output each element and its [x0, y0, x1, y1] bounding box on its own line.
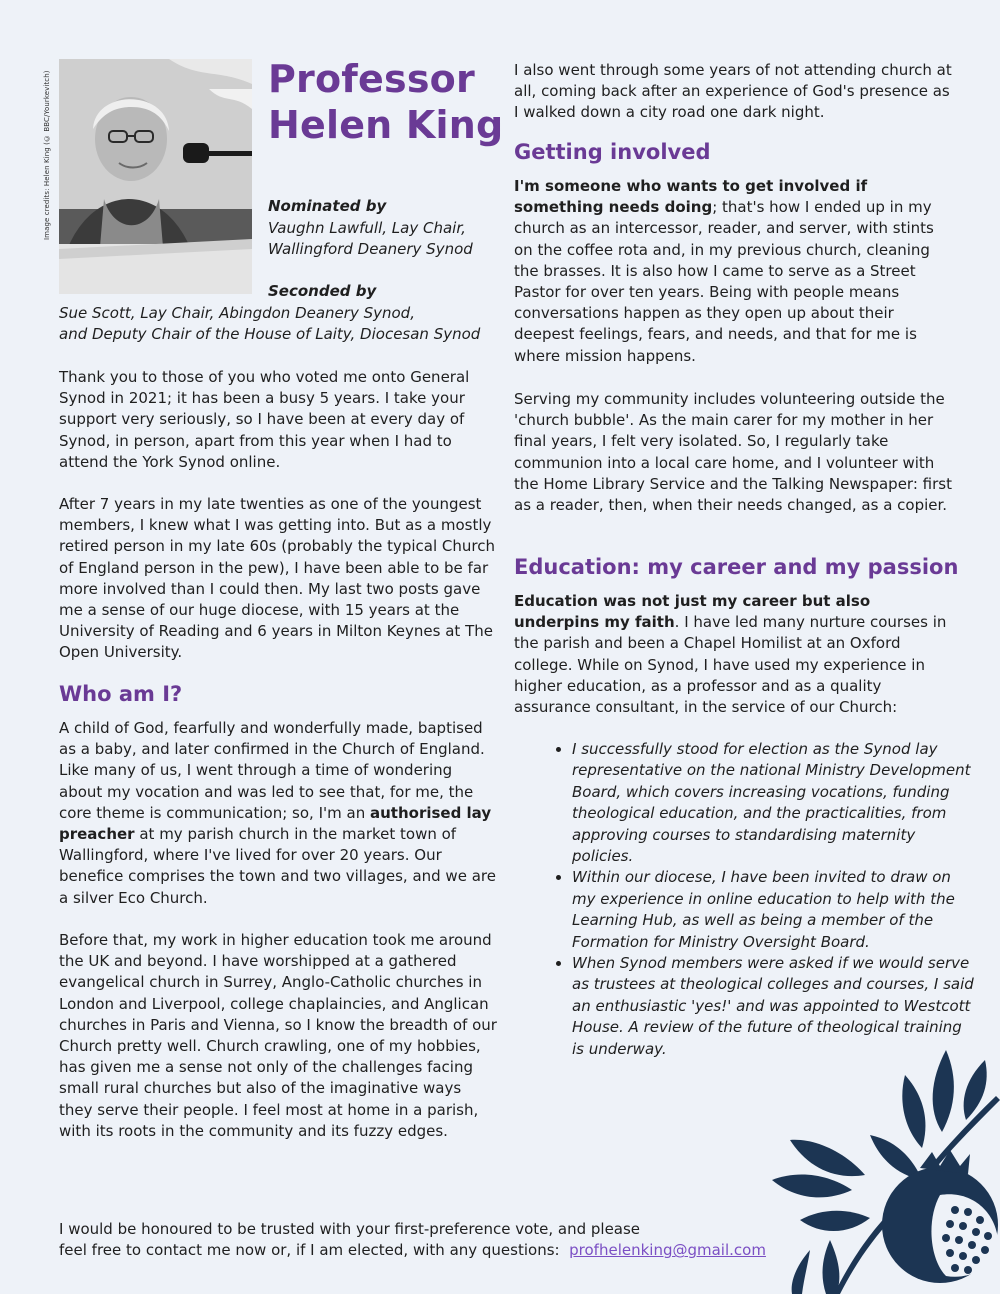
getting-involved-paragraph [514, 176, 954, 367]
photo-credit: Image credits: Helen King (© BBC/Yourkevitch) [43, 70, 51, 240]
page-title [268, 56, 503, 148]
nominated-label: Nominated by [268, 197, 387, 215]
involved-rest: ; that's how I ended up in my church as an intercessor, reader, and server, with stints on the coffee rota and, in my previous church, cleaning the brasses. It is also how I came to serve as a Street Pastor for over ten years. Being with people means conversations happen as they open up about their deepest feelings, fears, and needs, and that for me is where mission happens. [514, 198, 934, 365]
who-text-b: at my parish church in the market town of Wallingford, where I've lived for over 20 years. Our benefice comprises the town and two villages, and we are a silver Eco Church. [59, 825, 496, 907]
education-bold: Education was not just my career but also underpins my faith [514, 592, 871, 632]
portrait-photo [59, 59, 252, 294]
who-text-bold: authorised lay preacher [59, 803, 492, 844]
background-paragraph: Before that, my work in higher education took me around the UK and beyond. I have worshipped at a gathered evangelical church in Surrey, Anglo-Catholic churches in London and Liverpool, college chaplaincies, and Anglican churches in Paris and Vienna, so I know the breadth of our Church pretty well. Church crawling, one of my hobbies, has given me a sense not only of the challenges facing small rural churches but also of the imaginative ways they serve their people. I feel most at home in a parish, with its roots in the community and its fuzzy edges. [59, 931, 497, 1140]
seconded-label: Seconded by [268, 282, 377, 300]
faith-paragraph: I also went through some years of not attending church at all, coming back after an experience of God's presence as I walked down a city road one dark night. [514, 61, 952, 122]
list-item: • Within our diocese, I have been invited to draw on my experience in online education to help with the Learning Hub, as well as being a member of the Formation for Ministry Oversight Board. [572, 867, 977, 953]
list-item: • I successfully stood for election as the Synod lay representative on the national Ministry Development Board, which covers increasing vocations, funding theological education, and the practicalities, from approving courses to standardising maternity policies. [572, 739, 977, 867]
closing-line-2-text: feel free to contact me now or, if I am elected, with any questions: [59, 1241, 560, 1260]
involved-bold: I'm someone who wants to get involved if something needs doing [514, 177, 868, 217]
seconded-by-line-1: Sue Scott, Lay Chair, Abingdon Deanery Synod, [59, 304, 415, 322]
list-item: • When Synod members were asked if we would serve as trustees at theological colleges and courses, I said an enthusiastic 'yes!' and was appointed to Westcott House. A review of the future of theological training is underway. [572, 953, 977, 1060]
title-line-2: Helen King [268, 103, 504, 147]
who-am-i-heading: Who am I? [59, 682, 183, 706]
email-link[interactable]: profhelenking@gmail.com [569, 1241, 766, 1260]
seconded-by [59, 303, 499, 345]
pomegranate-decoration [770, 1040, 1000, 1294]
serving-paragraph: Serving my community includes volunteering outside the 'church bubble'. As the main carer for my mother in her final years, I felt very isolated. So, I regularly take communion into a local care home, and I volunteer with the Home Library Service and the Talking Newspaper: first as a reader, then, when their needs changed, as a copier. [514, 390, 952, 515]
closing-text [59, 1219, 819, 1262]
experience-paragraph: After 7 years in my late twenties as one of the youngest members, I knew what I was getting into. But as a mostly retired person in my late 60s (probably the typical Church of England person in the pew), I have been able to be far more involved than I could then. My last two posts gave me a sense of our huge diocese, with 15 years at the University of Reading and 6 years in Milton Keynes at The Open University. [59, 495, 495, 662]
seconded-by-line-2: and Deputy Chair of the House of Laity, Diocesan Synod [59, 325, 481, 343]
title-line-1: Professor [268, 57, 475, 101]
education-rest: . I have led many nurture courses in the parish and been a Chapel Homilist at an Oxford college. While on Synod, I have used my experience in higher education, as a professor and as a quality assurance consultant, in the service of our Church: [514, 613, 947, 717]
nominated-by: Vaughn Lawfull, Lay Chair, Wallingford Deanery Synod [268, 219, 473, 258]
portrait-illustration [59, 59, 252, 294]
closing-line-2 [59, 1240, 819, 1261]
getting-involved-heading: Getting involved [514, 140, 711, 164]
closing-line-1: I would be honoured to be trusted with your first-preference vote, and please [59, 1220, 641, 1238]
intro-paragraph: Thank you to those of you who voted me onto General Synod in 2021; it has been a busy 5 years. I take your support very seriously, so I have been at every day of Synod, in person, apart from this year when I had to attend the York Synod online. [59, 368, 470, 471]
education-paragraph [514, 591, 954, 718]
education-heading: Education: my career and my passion [514, 555, 959, 579]
who-text-a: A child of God, fearfully and wonderfully made, baptised as a baby, and later confirmed in the Church of England. Like many of us, I went through a time of wondering about my vocation and was led to see that, for me, the core theme is communication; so, I'm an [59, 719, 485, 822]
achievements-list [548, 739, 977, 1060]
who-am-i-paragraph [59, 718, 499, 909]
